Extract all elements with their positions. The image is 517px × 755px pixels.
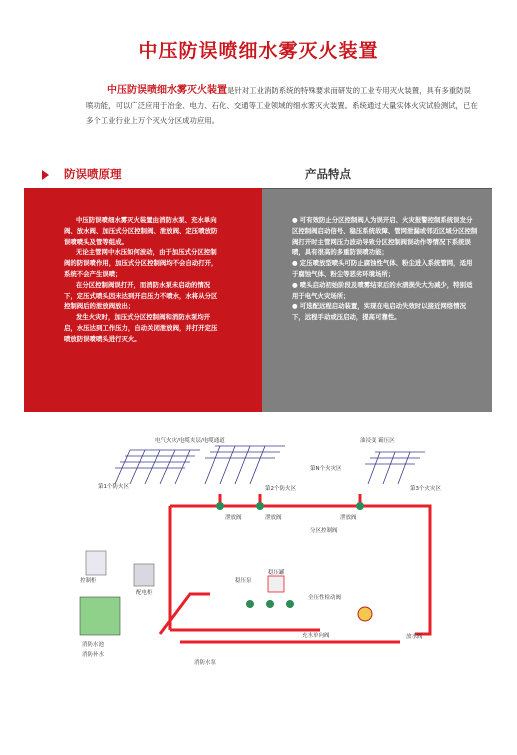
valve-icon [216, 502, 224, 510]
valve-icon [356, 502, 364, 510]
principle-paragraph: 在分区控制阀误打开，而消防水泵未启动的情况下，定压式喷头因未达到开启压力不喷水，水将从分区控制阀后的泄放阀放出； [64, 280, 218, 311]
pump-icon [286, 600, 294, 608]
principle-heading-text: 防误喷原理 [64, 167, 122, 181]
nozzle-grid [115, 446, 425, 484]
page-title: 中压防误喷细水雾灭火装置 [138, 40, 379, 62]
diagram-label: 消防补水 [82, 652, 105, 658]
feature-paragraph: ● 可有效防止分区控制阀人为误开启、火灾报警控制系统误发分区控制阀启动信号、稳压系统故障、管网泄漏或邻近区域分区控制阀打开时主管网压力波动导致分区控制阀误动作等情况下系统误喷，具有很高的多重防误喷功能； [292, 216, 478, 257]
diagram-label: 分区控制阀 [310, 528, 338, 534]
diagram-label: 第N个火灾区 [310, 466, 342, 472]
principle-paragraph: 中压防误喷细水雾灭火装置由消防水泵、充水单向阀、放水阀、加压式分区控制阀、泄放阀、定压喷放防误喷喷头及管等组成。 [64, 216, 218, 246]
diagram-label: 泄放阀 [340, 515, 357, 521]
principle-paragraph: 无论主管网中水压如何波动，由于加压式分区控制阀的防误喷作用，加压式分区控制阀均不会自动打开，系统不会产生误喷； [64, 248, 218, 278]
features-heading [262, 162, 492, 190]
diagram-label: 泄放阀 [265, 515, 282, 521]
pressure-tank-icon [268, 576, 284, 592]
principle-paragraph: 发生火灾时，加压式分区控制阀和消防水泵均开启，水压达到工作压力，自动关闭泄放阀，并打开定压喷放防误喷喷头进行灭火。 [64, 313, 218, 343]
feature-paragraph: ● 定压喷放型喷头可防止腐蚀性气体、粉尘进入系统管网，适用于腐蚀气体、粉尘等恶劣环境场所； [292, 259, 473, 278]
diagram-label: 稳压罐 [268, 570, 285, 576]
system-diagram [70, 424, 450, 686]
main-pipe [170, 506, 430, 634]
feature-paragraph: ● 喷头启动初始阶段及喷雾结束后的水渍损失大为减少，特别适用于电气火灾场所； [292, 280, 473, 300]
feature-paragraph: ● 可选配远程启动装置，实现在电启动失效时以接近网络情况下，远程手动或压启动，提高可靠性。 [292, 302, 466, 322]
features-heading-text: 产品特点 [305, 167, 351, 181]
diagram-label: 放水阀 [406, 634, 423, 640]
diagram-label: 泄放阀 [225, 515, 242, 521]
diagram-label: 第1个防火区 [98, 484, 129, 490]
fill-check-valve-icon [358, 607, 372, 621]
pump-icon [266, 600, 274, 608]
features-panel [262, 189, 492, 412]
intro-highlight: 中压防误喷细水雾灭火装置 [107, 85, 227, 96]
diagram-label: 电气火灾/电缆夹层/电缆通道 [155, 438, 225, 444]
diagram-label: 全压性检动阀 [308, 595, 342, 601]
diagram-label: 第3个火灾区 [410, 486, 441, 492]
diagram-label: 消防水泵 [194, 660, 217, 666]
diagram-label: 油浸变 霸压区 [360, 438, 395, 444]
control-cabinet-icon [86, 551, 106, 575]
pump-icon [246, 600, 254, 608]
power-cabinet-icon [134, 564, 154, 586]
diagram-label: 充水单向阀 [302, 633, 330, 639]
suction-pipe [160, 594, 210, 634]
diagram-label: 稳压泵 [235, 578, 252, 584]
diagram-label: 第2个防火区 [265, 486, 296, 492]
intro-text: 是针对工业消防系统的特殊要求而研发的工业专用灭火装置，具有多重防误喷功能，可以广泛应用于冶金、电力、石化、交通等工业领域的细水雾灭火装置。系统通过大量实体火灾试验测试，已在多个工业行业上万个灭火分区成功应用。 [86, 86, 478, 125]
principle-heading [24, 162, 262, 190]
pipe-network [160, 494, 430, 642]
principle-panel [24, 189, 262, 412]
valve-icon [256, 502, 264, 510]
diagram-label: 配电柜 [136, 590, 153, 596]
triangle-marker-icon [42, 170, 49, 180]
diagram-label: 消防水池 [82, 642, 105, 648]
intro-paragraph [86, 83, 478, 128]
diagram-label: 控制柜 [80, 578, 97, 584]
water-tank-icon [80, 597, 120, 635]
